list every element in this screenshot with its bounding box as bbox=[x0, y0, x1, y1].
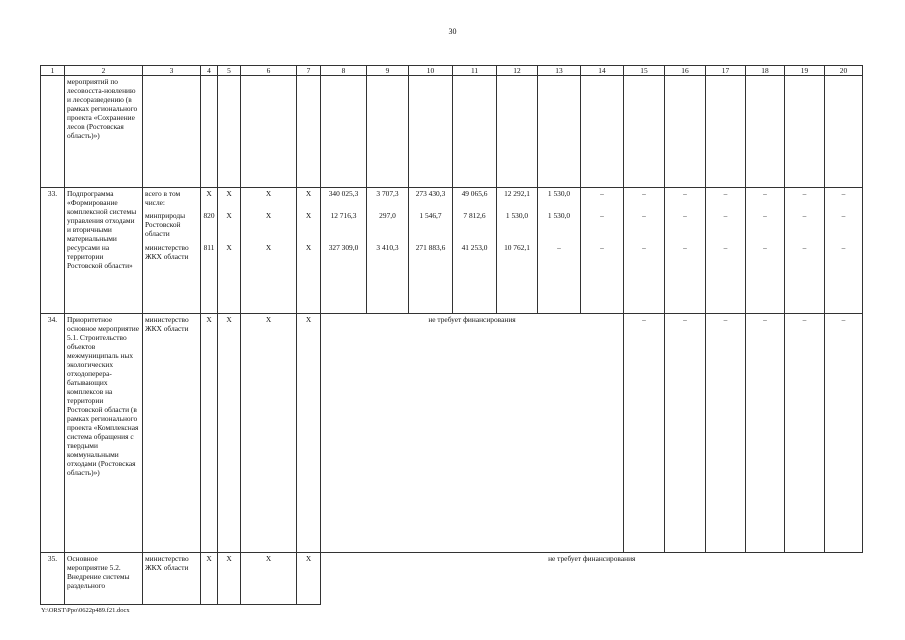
cell-num: 35. bbox=[41, 553, 65, 605]
header-col-9: 9 bbox=[367, 66, 409, 76]
header-col-20: 20 bbox=[825, 66, 863, 76]
cell-col5: X bbox=[218, 553, 241, 605]
table-row-34 bbox=[41, 314, 863, 553]
cell-col16: – bbox=[665, 314, 706, 553]
header-col-1: 1 bbox=[41, 66, 65, 76]
cell-col20: – bbox=[825, 314, 863, 553]
header-col-11: 11 bbox=[453, 66, 497, 76]
cell-col8: 340 025,3 12 716,3 327 309,0 bbox=[321, 188, 367, 314]
cell-name: Основное мероприятие 5.2. Внедрение системы раздельного bbox=[65, 553, 143, 605]
page-number: 30 bbox=[448, 27, 457, 36]
cell-col19: – – – bbox=[785, 188, 825, 314]
cell-num bbox=[41, 76, 65, 188]
cell-executor: министерство ЖКХ области bbox=[143, 314, 201, 553]
header-col-3: 3 bbox=[143, 66, 201, 76]
cell-col15: – – – bbox=[624, 188, 665, 314]
cell-col4: X bbox=[201, 314, 218, 553]
header-col-14: 14 bbox=[581, 66, 624, 76]
cell-name: Подпрограмма «Формирование комплексной системы управления отходами и вторичными материальными ресурсами на территории Ростовской области» bbox=[65, 188, 143, 314]
cell-col14: – – – bbox=[581, 188, 624, 314]
cell-executor: всего в том числе: минприроды Ростовской области министерство ЖКХ области bbox=[143, 188, 201, 314]
cell-col20: – – – bbox=[825, 188, 863, 314]
cell-col7: X bbox=[297, 553, 321, 605]
cell-col17: – – – bbox=[706, 188, 746, 314]
cell-note: не требует финансирования bbox=[321, 553, 863, 605]
cell-col7: X X X bbox=[297, 188, 321, 314]
cell-num: 33. bbox=[41, 188, 65, 314]
cell-col4: X bbox=[201, 553, 218, 605]
cell-col6: X X X bbox=[241, 188, 297, 314]
budget-table bbox=[40, 65, 863, 605]
cell-executor: министерство ЖКХ области bbox=[143, 553, 201, 605]
table-row-35 bbox=[41, 553, 863, 605]
cell-note: не требует финансирования bbox=[321, 314, 624, 553]
header-col-10: 10 bbox=[409, 66, 453, 76]
cell-col7: X bbox=[297, 314, 321, 553]
cell-col12: 12 292,1 1 530,0 10 762,1 bbox=[497, 188, 538, 314]
table-row-continuation bbox=[41, 76, 863, 188]
header-col-13: 13 bbox=[538, 66, 581, 76]
header-col-15: 15 bbox=[624, 66, 665, 76]
cell-col16: – – – bbox=[665, 188, 706, 314]
cell-col15: – bbox=[624, 314, 665, 553]
header-row bbox=[41, 66, 863, 76]
header-col-19: 19 bbox=[785, 66, 825, 76]
header-col-6: 6 bbox=[241, 66, 297, 76]
cell-col11: 49 065,6 7 812,6 41 253,0 bbox=[453, 188, 497, 314]
cell-col9: 3 707,3 297,0 3 410,3 bbox=[367, 188, 409, 314]
header-col-8: 8 bbox=[321, 66, 367, 76]
cell-name: Приоритетное основное мероприятие 5.1. Строительство объектов межмуниципаль ных экологических отходоперера-батывающих комплексов на территории Ростовской области (в рамках регионального проекта «Комплексная система обращения с твердыми коммунальными отходами (Ростовская область)») bbox=[65, 314, 143, 553]
cell-col19: – bbox=[785, 314, 825, 553]
cell-col18: – – – bbox=[746, 188, 785, 314]
header-col-2: 2 bbox=[65, 66, 143, 76]
cell-col5: X X X bbox=[218, 188, 241, 314]
header-col-5: 5 bbox=[218, 66, 241, 76]
cell-col10: 273 430,3 1 546,7 271 883,6 bbox=[409, 188, 453, 314]
cell-col13: 1 530,0 1 530,0 – bbox=[538, 188, 581, 314]
header-col-18: 18 bbox=[746, 66, 785, 76]
cell-col17: – bbox=[706, 314, 746, 553]
table-row-33 bbox=[41, 188, 863, 314]
cell-name: мероприятий по лесовосста-новлению и лесоразведению (в рамках регионального проекта «Сохранение лесов (Ростовская область)») bbox=[65, 76, 143, 188]
header-col-4: 4 bbox=[201, 66, 218, 76]
header-col-12: 12 bbox=[497, 66, 538, 76]
cell-col5: X bbox=[218, 314, 241, 553]
cell-col6: X bbox=[241, 553, 297, 605]
header-col-17: 17 bbox=[706, 66, 746, 76]
file-path-footer: Y:\ORST\Ppo\0622p489.f21.docx bbox=[41, 607, 130, 614]
header-col-16: 16 bbox=[665, 66, 706, 76]
cell-num: 34. bbox=[41, 314, 65, 553]
cell-col18: – bbox=[746, 314, 785, 553]
header-col-7: 7 bbox=[297, 66, 321, 76]
cell-col6: X bbox=[241, 314, 297, 553]
cell-col4: X 820 811 bbox=[201, 188, 218, 314]
